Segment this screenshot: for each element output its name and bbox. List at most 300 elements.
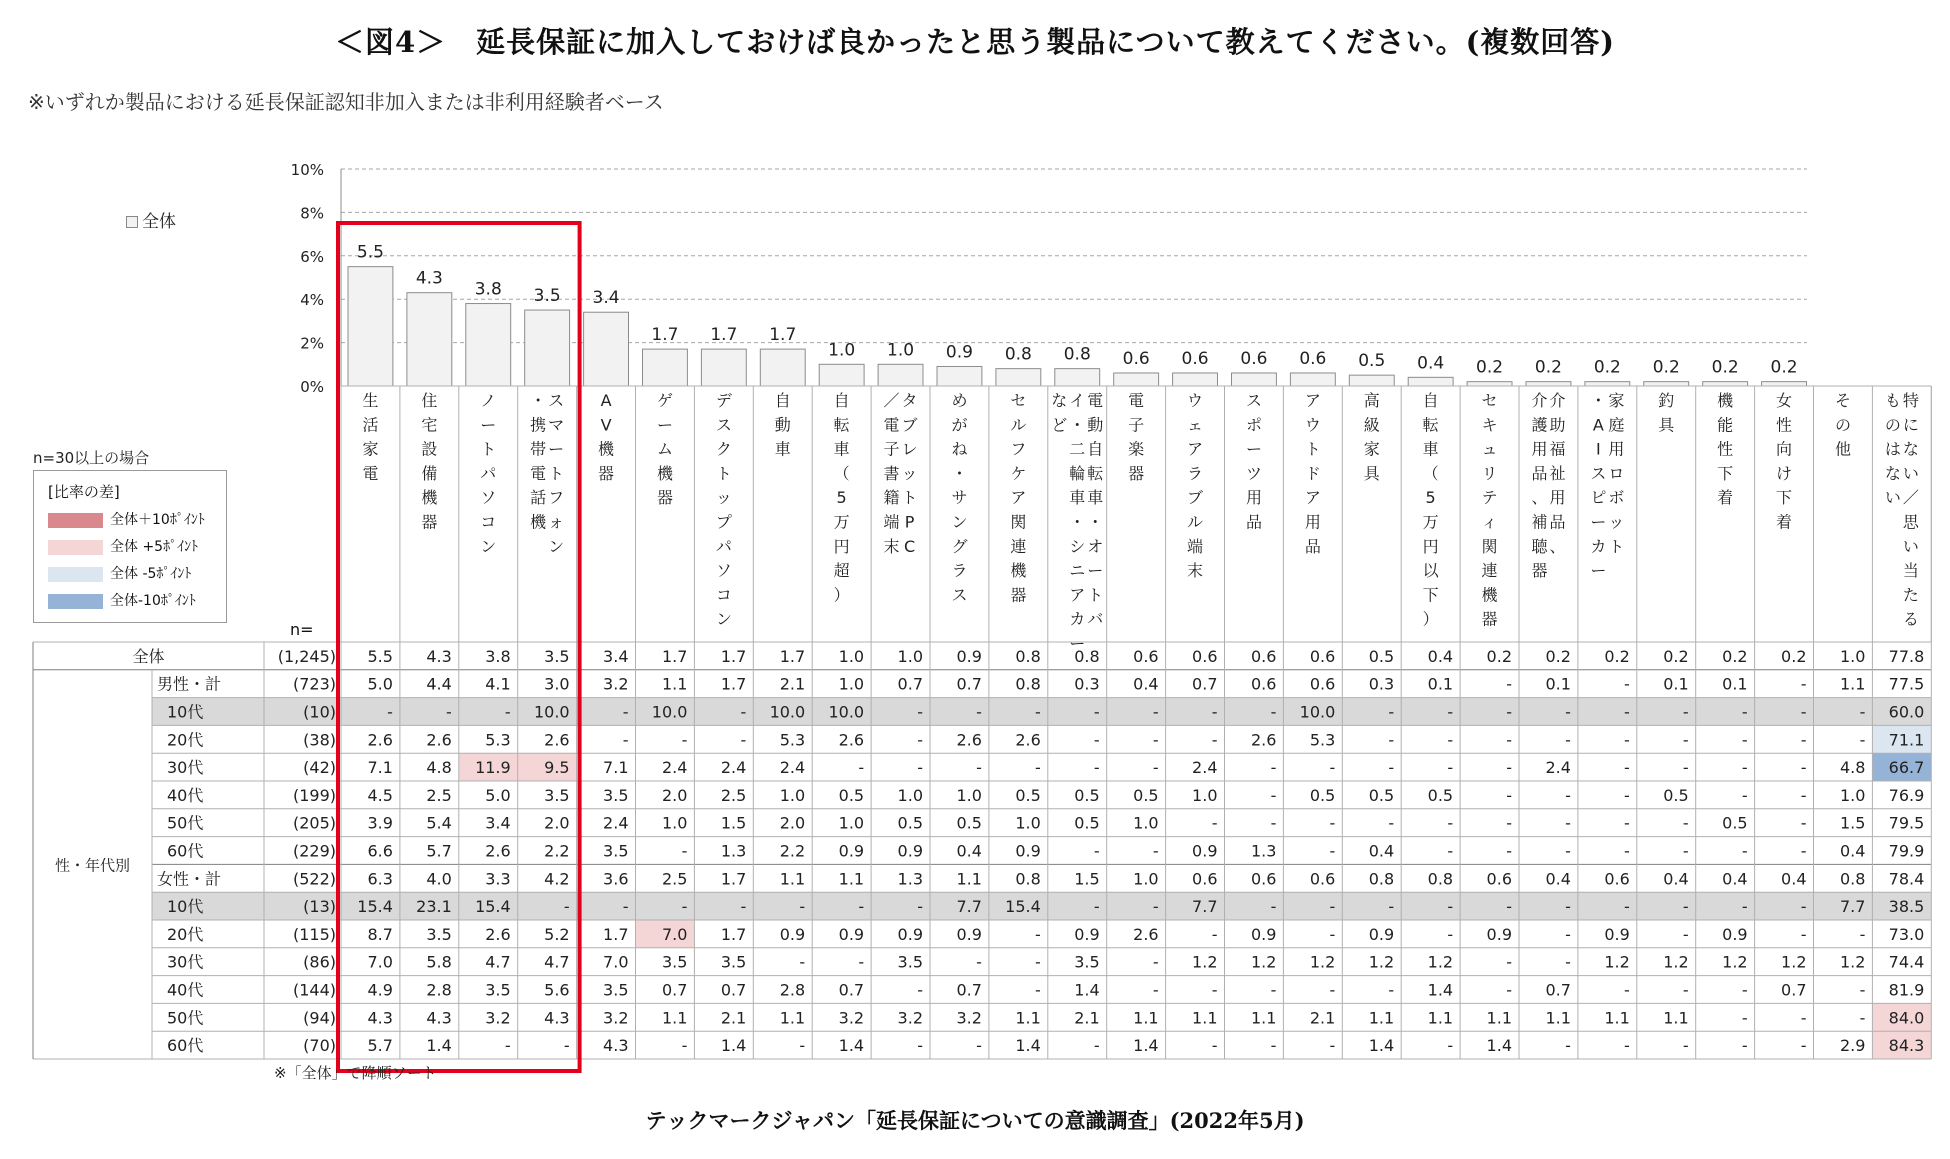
bar-value-label: 0.6 <box>1122 348 1150 369</box>
table-cell: 3.5 <box>544 785 570 805</box>
row-n: (1,245) <box>277 646 336 666</box>
table-cell: 2.4 <box>1192 758 1218 778</box>
table-cell: 4.3 <box>426 1008 452 1028</box>
table-cell: 3.2 <box>956 1008 982 1028</box>
category-label-char: 電 <box>530 463 547 483</box>
table-cell: 1.5 <box>720 813 747 833</box>
category-label-char: 帯 <box>530 439 547 459</box>
table-cell: 1.4 <box>1486 1036 1512 1056</box>
table-cell: - <box>1329 1036 1336 1056</box>
table-cell: - <box>1800 813 1807 833</box>
category-label-char: 福 <box>1549 439 1566 459</box>
category-label-char: 連 <box>1481 561 1498 581</box>
table-cell: 10.0 <box>651 702 688 722</box>
table-cell: 3.0 <box>544 674 570 694</box>
table-cell: - <box>799 952 806 972</box>
category-label-char: 性 <box>1776 415 1793 435</box>
row-shade <box>152 698 1931 726</box>
table-cell: 0.6 <box>1604 869 1630 889</box>
category-label-char: ト <box>480 439 497 459</box>
category-label-char: 家 <box>1608 391 1625 410</box>
table-cell: - <box>1093 702 1100 722</box>
category-label-char: 、 <box>1531 488 1548 508</box>
category-label-char: 用 <box>1245 488 1262 508</box>
table-cell: 0.9 <box>1486 924 1512 944</box>
diff-legend-label: 全体-10ﾎﾟｲﾝﾄ <box>110 593 196 609</box>
bar-value-label: 1.0 <box>887 340 915 361</box>
bar <box>1644 382 1689 386</box>
table-cell: 1.0 <box>956 785 982 805</box>
table-cell: 1.0 <box>779 785 806 805</box>
table-cell: 1.1 <box>1427 1008 1454 1028</box>
table-cell: - <box>1329 980 1336 1000</box>
table-cell: 2.6 <box>485 924 511 944</box>
category-label-char: 自 <box>833 391 850 410</box>
table-cell: 3.5 <box>544 646 570 666</box>
table-cell: 0.8 <box>1015 646 1041 666</box>
table-cell: 0.5 <box>1074 785 1100 805</box>
category-label-char: 用 <box>1304 512 1321 532</box>
category-label-char: 関 <box>1010 512 1027 532</box>
table-cell: - <box>1800 897 1807 917</box>
category-label-char: 楽 <box>1128 439 1145 459</box>
category-label-char: 転 <box>1422 415 1439 435</box>
table-cell: - <box>681 841 688 861</box>
table-cell: - <box>1741 1036 1748 1056</box>
row-label: 男性・計 <box>157 674 222 694</box>
table-cell: - <box>1741 702 1748 722</box>
bar-value-label: 1.7 <box>769 325 797 346</box>
table-cell: - <box>1506 785 1512 805</box>
table-cell: - <box>681 897 688 917</box>
diff-legend-label: 全体 -5ﾎﾟｲﾝﾄ <box>110 566 192 582</box>
bar <box>819 364 864 386</box>
table-cell: 10.0 <box>1299 702 1336 722</box>
table-cell: 0.5 <box>1074 813 1100 833</box>
category-label-char: プ <box>715 512 732 532</box>
table-cell: 0.5 <box>1663 785 1689 805</box>
row-label: 20代 <box>167 730 204 750</box>
table-cell: - <box>1506 813 1512 833</box>
bar <box>466 304 511 386</box>
category-label-char: イ <box>1069 391 1086 410</box>
row-label: 全体 <box>132 646 165 666</box>
category-label-char: 設 <box>421 439 438 459</box>
table-cell: - <box>681 730 688 750</box>
table-cell: 1.1 <box>1604 1008 1630 1028</box>
table-cell: 9.5 <box>544 758 570 778</box>
category-label-char: 特 <box>1902 391 1919 410</box>
table-cell: - <box>1624 841 1630 861</box>
table-cell: 3.2 <box>485 1008 511 1028</box>
table-cell: - <box>1447 841 1454 861</box>
row-label: 40代 <box>167 980 204 1000</box>
category-label-char: ・ <box>1590 391 1607 410</box>
row-label: 50代 <box>167 813 204 833</box>
table-cell: 1.1 <box>1545 1008 1571 1028</box>
category-label-char: 他 <box>1834 439 1851 459</box>
table-cell: 1.1 <box>956 869 982 889</box>
table-cell: 2.1 <box>1309 1008 1336 1028</box>
table-cell: - <box>858 952 865 972</box>
table-cell: - <box>1093 1036 1100 1056</box>
category-label-char: 護 <box>1531 415 1548 435</box>
table-cell: 4.3 <box>603 1036 629 1056</box>
category-label-char: キ <box>1481 415 1498 435</box>
table-cell: 1.4 <box>1015 1036 1041 1056</box>
table-cell: - <box>1682 897 1689 917</box>
bar-value-label: 1.7 <box>651 325 679 346</box>
table-cell: 1.7 <box>603 924 629 944</box>
table-cell: - <box>1859 980 1866 1000</box>
category-label-char: 車 <box>833 439 850 459</box>
bar <box>1055 369 1100 386</box>
table-cell: 23.1 <box>416 897 452 917</box>
category-label-char: ン <box>951 512 968 532</box>
category-label-char: 着 <box>1776 512 1793 532</box>
table-cell: - <box>1388 980 1395 1000</box>
category-label-char: 助 <box>1549 415 1566 435</box>
category-label-char: た <box>1902 585 1919 605</box>
category-label-char: パ <box>480 463 497 483</box>
table-cell: - <box>1682 758 1689 778</box>
chart-title: ＜図4＞ 延長保証に加入しておけば良かったと思う製品について教えてください。(複数回答) <box>334 25 1616 59</box>
table-cell: - <box>917 730 923 750</box>
category-label-char: 器 <box>656 488 673 508</box>
table-cell: - <box>1211 813 1218 833</box>
table-cell: 1.1 <box>1839 674 1866 694</box>
table-cell: 0.5 <box>956 813 982 833</box>
table-cell: 0.6 <box>1192 646 1218 666</box>
table-cell: 0.9 <box>1074 924 1100 944</box>
table-cell: - <box>1506 952 1512 972</box>
table-cell: - <box>681 1036 688 1056</box>
category-label-char: セ <box>1010 391 1027 410</box>
category-label-char: は <box>1884 439 1901 459</box>
table-cell: - <box>1329 897 1336 917</box>
category-label-char: 携 <box>530 415 547 435</box>
table-cell: 1.0 <box>838 646 865 666</box>
table-cell: 84.0 <box>1888 1008 1925 1028</box>
table-cell: 5.2 <box>544 924 570 944</box>
category-label-char: 女 <box>1776 391 1793 410</box>
table-cell: 2.6 <box>544 730 570 750</box>
table-cell: 7.7 <box>1839 897 1866 917</box>
table-cell: 0.1 <box>1722 674 1748 694</box>
category-label-char: ス <box>1245 391 1262 410</box>
category-label-char: ア <box>1304 488 1321 508</box>
category-label-char: 高 <box>1363 391 1380 410</box>
table-cell: - <box>1270 897 1277 917</box>
table-cell: 5.3 <box>779 730 806 750</box>
table-cell: 2.4 <box>720 758 747 778</box>
table-cell: - <box>858 897 865 917</box>
table-cell: - <box>1270 813 1277 833</box>
category-label-char: 端 <box>883 512 900 532</box>
category-label-char: ） <box>833 585 850 605</box>
category-label-char: ど <box>1051 415 1068 435</box>
table-cell: 0.6 <box>1192 869 1218 889</box>
table-cell: - <box>1152 841 1159 861</box>
table-cell: - <box>1388 813 1395 833</box>
category-label-char: の <box>1834 415 1851 435</box>
table-cell: - <box>1565 924 1571 944</box>
table-cell: 5.7 <box>426 841 452 861</box>
table-cell: 2.1 <box>779 674 806 694</box>
table-cell: 0.7 <box>956 674 982 694</box>
table-cell: - <box>740 730 747 750</box>
category-label-char: ね <box>951 439 968 459</box>
table-cell: - <box>622 730 629 750</box>
table-cell: - <box>858 758 865 778</box>
table-cell: 84.3 <box>1888 1036 1925 1056</box>
category-label-char: ア <box>1304 391 1321 410</box>
table-cell: - <box>1035 924 1041 944</box>
table-cell: 1.1 <box>1015 1008 1041 1028</box>
category-label-char: A <box>1592 415 1604 435</box>
category-label-char: ル <box>1187 512 1204 532</box>
table-cell: 0.8 <box>1015 869 1041 889</box>
table-cell: 0.2 <box>1781 646 1807 666</box>
table-cell: 0.4 <box>1133 674 1159 694</box>
table-cell: - <box>1741 785 1748 805</box>
table-cell: 0.5 <box>897 813 923 833</box>
category-label-char: 住 <box>421 391 438 410</box>
table-cell: - <box>1741 1008 1748 1028</box>
diff-legend-title: [比率の差] <box>48 483 120 501</box>
table-cell: 4.3 <box>367 1008 393 1028</box>
table-cell: 3.5 <box>661 952 688 972</box>
table-cell: 3.6 <box>603 869 629 889</box>
table-cell: 0.6 <box>1250 646 1277 666</box>
table-cell: 79.5 <box>1888 813 1925 833</box>
table-cell: - <box>1388 758 1395 778</box>
table-cell: 0.3 <box>1368 674 1395 694</box>
category-label-char: ニ <box>1069 561 1086 581</box>
category-label-char: 5 <box>836 488 847 508</box>
table-cell: 1.1 <box>1368 1008 1395 1028</box>
table-cell: 0.9 <box>1192 841 1218 861</box>
row-n: (10) <box>303 702 336 722</box>
category-label-char: ス <box>715 415 732 435</box>
table-cell: - <box>1682 702 1689 722</box>
table-cell: - <box>1152 730 1159 750</box>
table-cell: 1.4 <box>720 1036 747 1056</box>
table-cell: 1.0 <box>838 674 865 694</box>
diff-legend-label: 全体＋10ﾎﾟｲﾝﾄ <box>110 512 205 528</box>
table-cell: 1.2 <box>1839 952 1866 972</box>
legend-all-label: 全体 <box>142 212 176 232</box>
bar-value-label: 0.2 <box>1476 357 1504 378</box>
bar <box>878 364 923 386</box>
table-cell: 1.1 <box>1250 1008 1277 1028</box>
category-label-char: 電 <box>883 415 900 435</box>
table-cell: 2.8 <box>779 980 806 1000</box>
table-cell: 1.2 <box>1427 952 1454 972</box>
table-cell: 2.6 <box>1133 924 1159 944</box>
category-label-char: ウ <box>1304 415 1321 435</box>
table-cell: 1.2 <box>1192 952 1218 972</box>
table-cell: 74.4 <box>1888 952 1925 972</box>
category-label-char: 思 <box>1902 512 1919 532</box>
row-n: (723) <box>292 674 336 694</box>
table-cell: 1.4 <box>1074 980 1100 1000</box>
category-label-char: 家 <box>362 439 379 459</box>
table-cell: 0.2 <box>1663 646 1689 666</box>
table-cell: - <box>1624 674 1630 694</box>
table-cell: - <box>1211 702 1218 722</box>
table-cell: - <box>799 1036 806 1056</box>
table-cell: - <box>1093 730 1100 750</box>
table-cell: 0.2 <box>1486 646 1512 666</box>
table-cell: - <box>1624 785 1630 805</box>
row-label: 30代 <box>167 952 204 972</box>
category-label-char: も <box>1884 391 1901 410</box>
category-label-char: 家 <box>1363 439 1380 459</box>
table-cell: 4.1 <box>485 674 511 694</box>
category-label-char: ア <box>1010 488 1027 508</box>
table-cell: 2.4 <box>603 813 629 833</box>
table-cell: 0.1 <box>1663 674 1689 694</box>
table-cell: 0.8 <box>1368 869 1395 889</box>
bar <box>1114 373 1159 386</box>
table-cell: - <box>1800 1008 1807 1028</box>
category-label-char: 電 <box>1128 391 1145 410</box>
category-label-char: 具 <box>1658 415 1675 435</box>
table-cell: - <box>504 1036 511 1056</box>
table-cell: 78.4 <box>1888 869 1925 889</box>
category-label-char: 下 <box>1776 488 1793 508</box>
table-cell: - <box>1447 897 1454 917</box>
category-label-char: ー <box>1590 561 1607 581</box>
row-n: (522) <box>292 869 336 889</box>
table-cell: 0.8 <box>1015 674 1041 694</box>
category-label-char: 備 <box>421 463 438 483</box>
table-cell: 2.4 <box>779 758 806 778</box>
table-cell: 10.0 <box>533 702 570 722</box>
category-label-char: 自 <box>1087 439 1104 459</box>
row-label: 女性・計 <box>157 869 222 889</box>
category-label-char: 介 <box>1549 391 1566 410</box>
category-label-char: セ <box>1481 391 1498 410</box>
table-cell: 0.8 <box>1839 869 1866 889</box>
table-cell: 38.5 <box>1888 897 1925 917</box>
table-cell: 2.5 <box>661 869 688 889</box>
category-label-char: 車 <box>774 439 791 459</box>
category-label-char: 超 <box>833 561 850 581</box>
category-label-char: 連 <box>1010 536 1027 556</box>
table-cell: - <box>1388 702 1395 722</box>
bar-value-label: 1.7 <box>710 325 738 346</box>
category-label-char: 釣 <box>1658 391 1675 410</box>
table-cell: 0.4 <box>1722 869 1748 889</box>
table-cell: - <box>1741 758 1748 778</box>
table-cell: 3.5 <box>485 980 511 1000</box>
table-cell: - <box>387 702 393 722</box>
table-cell: - <box>1624 702 1630 722</box>
table-cell: - <box>1447 1036 1454 1056</box>
category-label-char: ア <box>1069 585 1086 605</box>
table-cell: 2.6 <box>956 730 982 750</box>
table-cell: 4.4 <box>426 674 452 694</box>
table-cell: - <box>1152 980 1159 1000</box>
table-cell: 0.4 <box>956 841 982 861</box>
table-cell: 4.3 <box>544 1008 570 1028</box>
table-cell: - <box>1152 897 1159 917</box>
table-cell: 15.4 <box>1005 897 1041 917</box>
bar-value-label: 1.0 <box>828 340 856 361</box>
table-cell: - <box>1270 702 1277 722</box>
table-cell: 1.1 <box>1133 1008 1159 1028</box>
table-cell: 1.7 <box>720 646 747 666</box>
category-label-char: 円 <box>833 536 850 556</box>
bar <box>1585 382 1630 386</box>
table-cell: 2.1 <box>720 1008 747 1028</box>
table-cell: 4.2 <box>544 869 570 889</box>
table-cell: 0.6 <box>1309 646 1336 666</box>
table-cell: 0.8 <box>1074 646 1100 666</box>
table-cell: 0.9 <box>779 924 806 944</box>
category-label-char: ィ <box>1481 512 1498 532</box>
table-cell: - <box>1211 980 1218 1000</box>
table-cell: 1.0 <box>1133 869 1159 889</box>
table-cell: 3.5 <box>1074 952 1100 972</box>
category-label-char: ・ <box>530 391 547 410</box>
category-label-char: ） <box>1422 609 1439 629</box>
table-cell: - <box>1859 924 1866 944</box>
table-cell: - <box>1741 841 1748 861</box>
table-cell: 2.5 <box>720 785 747 805</box>
category-label-char: ト <box>1304 439 1321 459</box>
table-cell: 81.9 <box>1888 980 1925 1000</box>
table-cell: 7.0 <box>661 924 688 944</box>
bar <box>937 366 982 386</box>
category-label-char: 動 <box>1087 415 1104 435</box>
table-cell: 3.5 <box>897 952 923 972</box>
table-cell: 1.1 <box>1663 1008 1689 1028</box>
bar-value-label: 0.6 <box>1240 348 1268 369</box>
table-cell: 0.2 <box>1604 646 1630 666</box>
category-label-char: 活 <box>362 415 379 435</box>
table-cell: 7.7 <box>956 897 982 917</box>
table-cell: 1.3 <box>1250 841 1277 861</box>
table-cell: - <box>1859 702 1866 722</box>
source-footer: テックマークジャパン「延長保証についての意識調査」(2022年5月) <box>645 1108 1305 1133</box>
table-cell: 0.7 <box>1192 674 1218 694</box>
table-cell: 2.4 <box>1545 758 1571 778</box>
table-cell: 2.4 <box>661 758 688 778</box>
row-label: 40代 <box>167 785 204 805</box>
category-label-char: ム <box>656 439 673 459</box>
row-n: (38) <box>303 730 336 750</box>
bar <box>348 267 393 386</box>
category-label-char: ン <box>715 609 732 629</box>
category-label-char: 介 <box>1531 391 1548 410</box>
category-label-char: ッ <box>901 463 918 483</box>
table-cell: - <box>504 702 511 722</box>
bar-value-label: 0.4 <box>1417 353 1445 374</box>
bar <box>1762 382 1807 386</box>
category-label-char: P <box>904 512 915 532</box>
table-cell: 0.6 <box>1486 869 1512 889</box>
bar <box>1703 382 1748 386</box>
table-cell: - <box>1741 980 1748 1000</box>
category-label-char: 向 <box>1776 439 1793 459</box>
table-cell: 2.0 <box>661 785 688 805</box>
table-cell: - <box>799 897 806 917</box>
category-label-char: ポ <box>1245 415 1262 435</box>
table-cell: - <box>976 702 982 722</box>
